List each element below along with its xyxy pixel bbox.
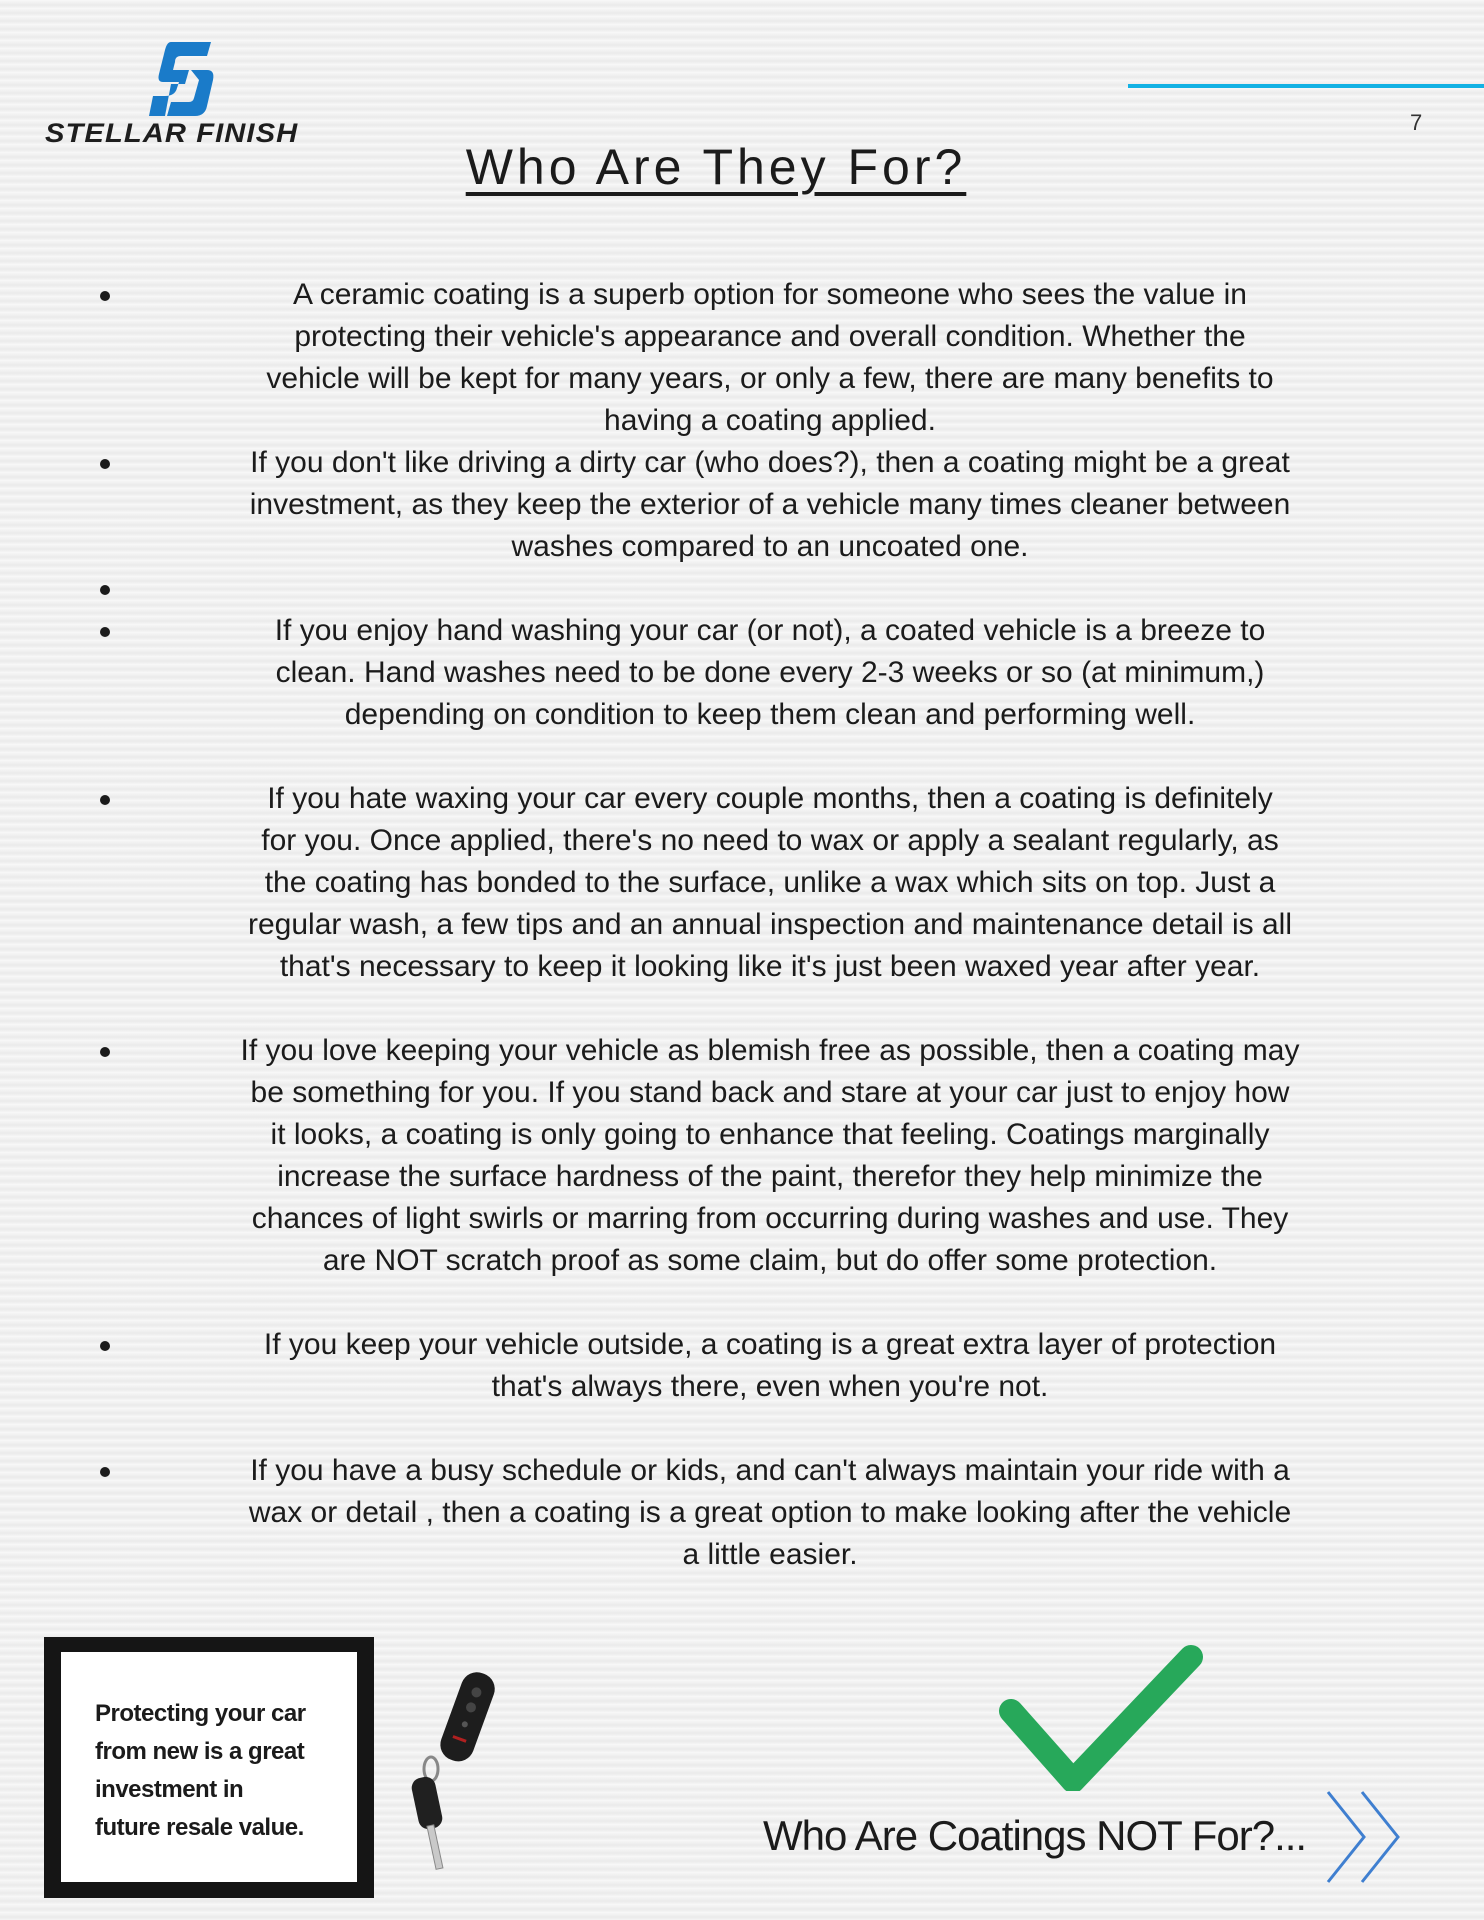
checkmark-icon — [995, 1645, 1205, 1791]
list-item-line: are NOT scratch proof as some claim, but do offer some protection. — [322, 1244, 1218, 1277]
bullet-dot-icon — [100, 1047, 110, 1057]
page-title: Who Are They For? — [465, 139, 967, 195]
bullet-dot-icon — [100, 627, 110, 637]
list-item-line: protecting their vehicle's appearance and overall condition. Whether the — [294, 320, 1246, 353]
list-item — [100, 1450, 1400, 1576]
list-item-line: A ceramic coating is a superb option for someone who sees the value in — [293, 278, 1247, 311]
bullet-dot-icon — [100, 1341, 110, 1351]
list-item-line: increase the surface hardness of the paint, therefor they help minimize the — [277, 1160, 1263, 1193]
list-item-line: the coating has bonded to the surface, unlike a wax which sits on top. Just a — [264, 866, 1276, 899]
list-item-line: vehicle will be kept for many years, or only a few, there are many benefits to — [266, 362, 1274, 395]
logo-wordmark: STELLAR FINISH — [45, 118, 299, 148]
callout-line: future resale value. — [95, 1814, 304, 1841]
list-item-line: a little easier. — [682, 1538, 858, 1571]
list-item-line: regular wash, a few tips and an annual inspection and maintenance detail is all — [248, 908, 1292, 941]
callout-box — [44, 1637, 374, 1898]
list-item-line: If you keep your vehicle outside, a coating is a great extra layer of protection — [263, 1328, 1277, 1361]
list-item-line: depending on condition to keep them clean and performing well. — [344, 698, 1196, 731]
callout-line: Protecting your car — [95, 1700, 306, 1727]
list-item-line: chances of light swirls or marring from occurring during washes and use. They — [251, 1202, 1289, 1235]
list-item — [100, 442, 1400, 568]
double-chevron-right-icon[interactable] — [1326, 1790, 1406, 1884]
list-item-line: If you love keeping your vehicle as blemish free as possible, then a coating may — [240, 1034, 1300, 1067]
bullet-dot-icon — [100, 459, 110, 469]
page-number: 7 — [1410, 110, 1423, 135]
list-item-line: wax or detail , then a coating is a great option to make looking after the vehicle — [248, 1496, 1292, 1529]
bullet-dot-icon — [100, 1467, 110, 1477]
list-item-line: investment, as they keep the exterior of a vehicle many times cleaner between — [249, 488, 1291, 521]
list-item-line: that's necessary to keep it looking like it's just been waxed year after year. — [279, 950, 1261, 983]
list-item-line: clean. Hand washes need to be done every 2-3 weeks or so (at minimum,) — [275, 656, 1265, 689]
list-item-line — [100, 568, 1400, 610]
list-item — [100, 778, 1400, 988]
callout-line: from new is a great — [95, 1738, 305, 1765]
list-item — [100, 568, 1400, 610]
car-key-image — [395, 1665, 505, 1870]
list-item-line: it looks, a coating is only going to enhance that feeling. Coatings marginally — [270, 1118, 1270, 1151]
list-item-line: If you enjoy hand washing your car (or not), a coated vehicle is a breeze to — [274, 614, 1266, 647]
callout-text — [95, 1695, 335, 1847]
list-item — [100, 610, 1400, 736]
bullet-dot-icon — [100, 795, 110, 805]
list-item — [100, 1030, 1400, 1282]
bullet-dot-icon — [100, 291, 110, 301]
list-item — [100, 1324, 1400, 1408]
benefit-list — [100, 274, 1400, 1576]
list-item-line: washes compared to an uncoated one. — [511, 530, 1029, 563]
list-item-line: having a coating applied. — [604, 404, 936, 437]
list-item-line: be something for you. If you stand back and stare at your car just to enjoy how — [250, 1076, 1290, 1109]
list-item-line: for you. Once applied, there's no need to wax or apply a sealant regularly, as — [261, 824, 1279, 857]
header-rule — [1128, 84, 1484, 88]
callout-line: investment in — [95, 1776, 244, 1803]
list-item-line: If you have a busy schedule or kids, and can't always maintain your ride with a — [250, 1454, 1290, 1487]
stellar-finish-logo-icon — [145, 40, 217, 118]
bullet-dot-icon — [100, 585, 110, 595]
list-item — [100, 274, 1400, 442]
next-section-link[interactable]: Who Are Coatings NOT For?... — [763, 1812, 1307, 1859]
list-item-line: that's always there, even when you're not. — [491, 1370, 1049, 1403]
list-item-line: If you hate waxing your car every couple months, then a coating is definitely — [267, 782, 1273, 815]
list-item-line: If you don't like driving a dirty car (who does?), then a coating might be a great — [250, 446, 1290, 479]
